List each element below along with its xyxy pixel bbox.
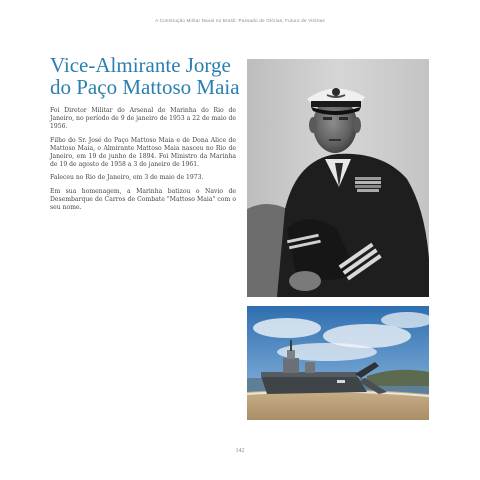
paragraph-1: Foi Diretor Militar do Arsenal de Marinha do Rio de Janeiro, no período de 9 de janeiro de 1953 a 22 de maio de 1956. bbox=[50, 107, 236, 131]
article-body bbox=[50, 107, 236, 217]
paragraph-2: Filho do Sr. José do Paço Mattoso Maia e de Dona Alice de Mattoso Maia, o Almirante Mattoso Maia nasceu no Rio de Janeiro, em 19 de junho de 1894. Foi Ministro da Marinha de 19 de agosto de 1958 a 3 de janeiro de 1961. bbox=[50, 136, 236, 169]
portrait-photo bbox=[247, 59, 429, 297]
title-line-2: do Paço Mattoso Maia bbox=[50, 75, 240, 99]
page-number: 142 bbox=[235, 448, 245, 454]
paragraph-3: Faleceu no Rio de Janeiro, em 3 de maio de 1973. bbox=[50, 174, 204, 182]
ship-photo bbox=[247, 306, 429, 420]
page-title bbox=[50, 54, 240, 98]
title-line-1: Vice-Almirante Jorge bbox=[50, 53, 231, 77]
paragraph-4: Em sua homenagem, a Marinha batizou o Navio de Desembarque de Carros de Combate "Mattoso Maia" com o seu nome. bbox=[50, 187, 236, 212]
running-header: A Construção Militar Naval no Brasil: Passado de Glórias, Futuro de Vitórias bbox=[155, 18, 325, 23]
